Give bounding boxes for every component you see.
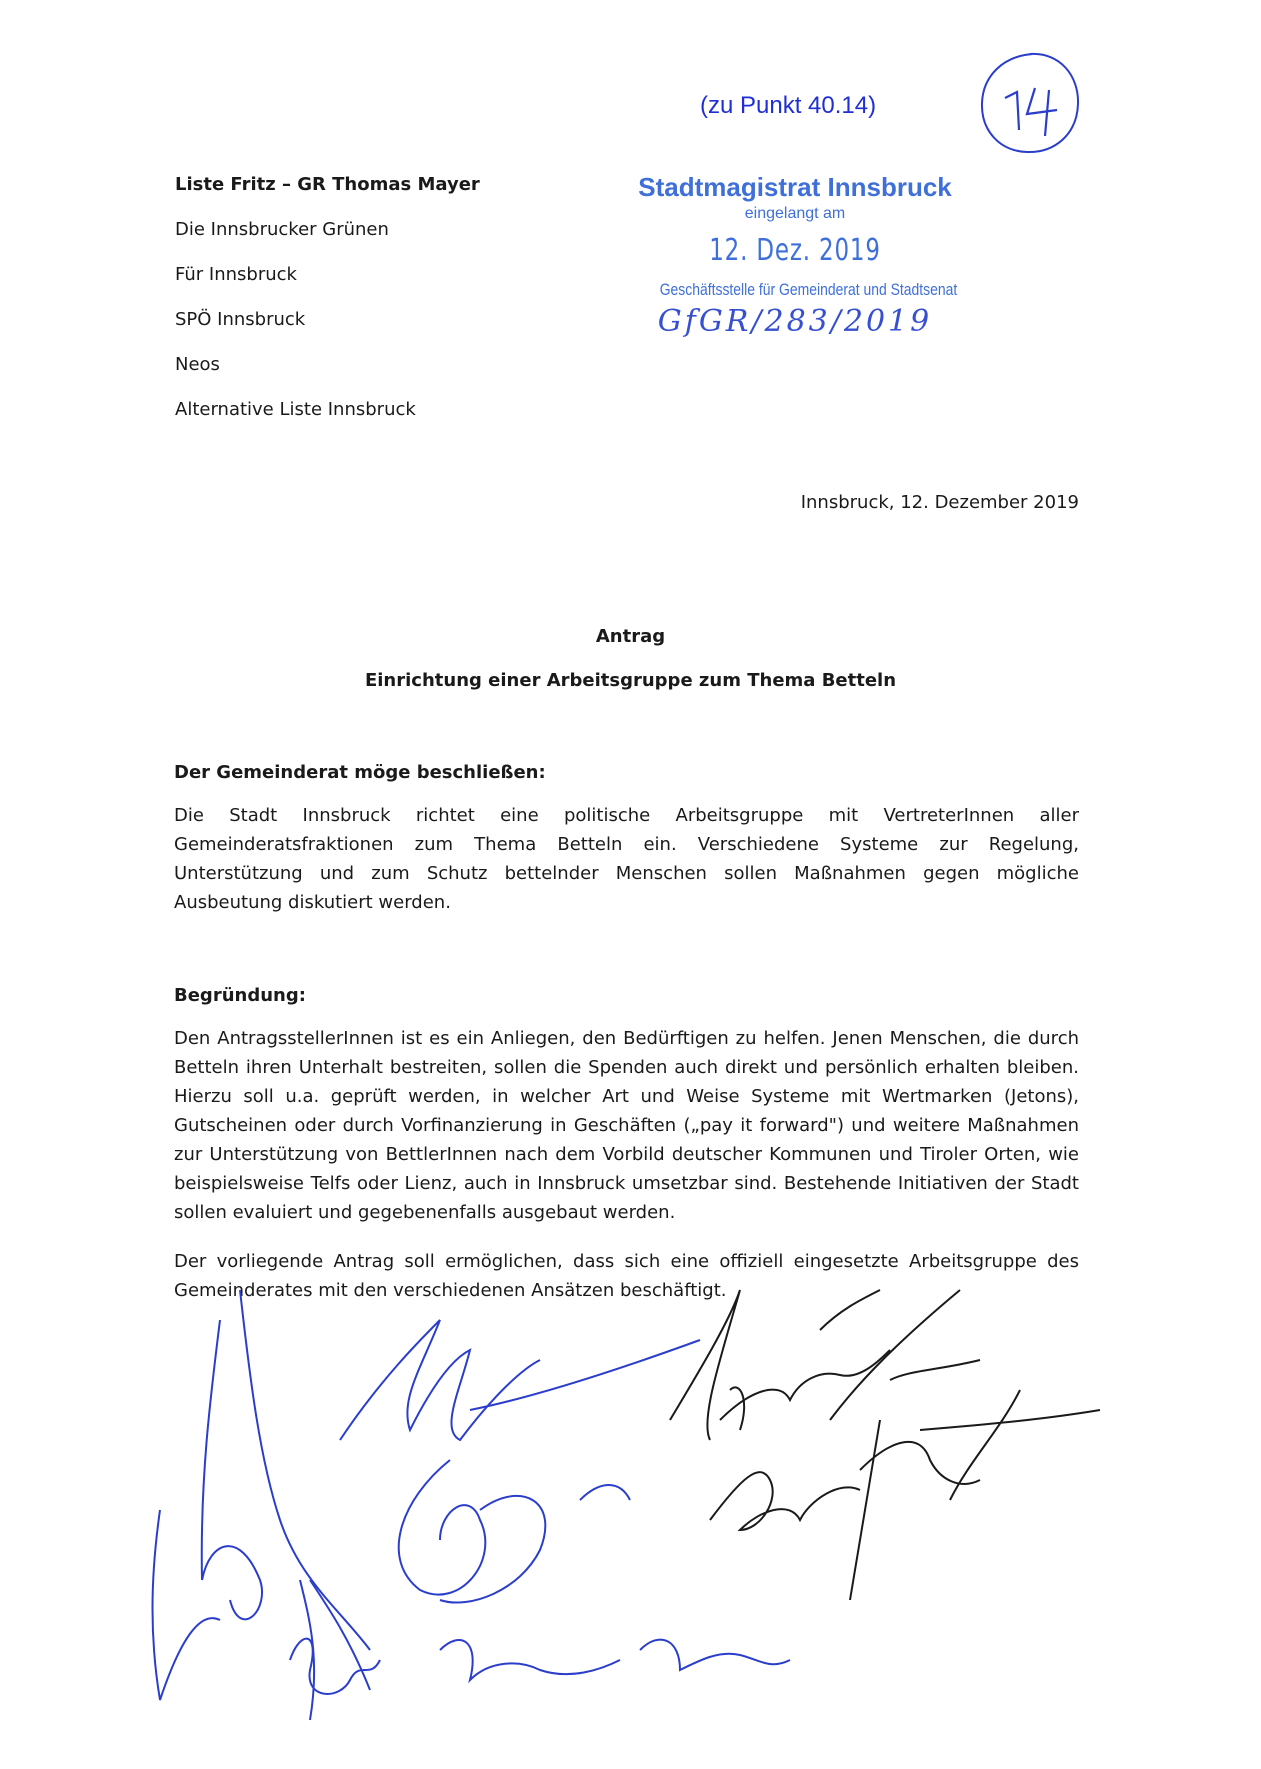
sender-line: Neos <box>175 354 220 375</box>
justification-section <box>174 985 1079 1325</box>
stamp-date: 12. Dez. 2019 <box>709 233 881 268</box>
justification-heading: Begründung: <box>174 985 306 1006</box>
sender-line: SPÖ Innsbruck <box>175 309 306 330</box>
stamp-received-label: eingelangt am <box>744 205 846 222</box>
sender-list <box>175 174 480 444</box>
sender-line: Die Innsbrucker Grünen <box>175 219 389 240</box>
resolution-text: Die Stadt Innsbruck richtet eine politische Arbeitsgruppe mit VertreterInnen aller Gemeinderatsfraktionen zum Thema Betteln ein. Verschiedene Systeme zur Regelung, Unterstützung und zum Schutz bettelnder Menschen sollen Maßnahmen gegen mögliche Ausbeutung diskutiert werden. <box>174 805 1079 913</box>
sender-line: Für Innsbruck <box>175 264 297 285</box>
justification-paragraph: Den AntragsstellerInnen ist es ein Anliegen, den Bedürftigen zu helfen. Jenen Menschen, die durch Betteln ihren Unterhalt bestreiten, sollen die Spenden auch direkt und persönlich erhalten bleiben. Hierzu soll u.a. geprüft werden, in welcher Art und Weise Systeme mit Wertmarken (Jetons), Gutscheinen oder durch Vorfinanzierung in Geschäften („pay it forward") und weitere Maßnahmen zur Unterstützung von BettlerInnen nach dem Vorbild deutscher Kommunen und Tiroler Orten, wie beispielsweise Telfs oder Lienz, auch in Innsbruck umsetzbar sind. Bestehende Initiativen der Stadt sollen evaluiert und gegebenenfalls ausgebaut werden. <box>174 1028 1079 1223</box>
stamp-file-number: GfGR/283/2019 <box>657 304 933 339</box>
agenda-reference: (zu Punkt 40.14) <box>700 92 877 119</box>
sender-line: Alternative Liste Innsbruck <box>175 399 416 420</box>
handwritten-page-number-icon <box>975 48 1085 158</box>
receipt-stamp <box>630 172 960 339</box>
justification-paragraph: Der vorliegende Antrag soll ermöglichen, dass sich eine offiziell eingesetzte Arbeitsgruppe des Gemeinderates mit den verschiedenen Ansätzen beschäftigt. <box>174 1251 1079 1301</box>
stamp-organization: Stadtmagistrat Innsbruck <box>638 172 952 202</box>
stamp-office: Geschäftsstelle für Gemeinderat und Stadtsenat <box>659 280 958 299</box>
place-and-date: Innsbruck, 12. Dezember 2019 <box>800 492 1079 513</box>
resolution-section <box>174 762 1079 937</box>
signatures-icon <box>140 1280 1120 1740</box>
sender-line: Liste Fritz – GR Thomas Mayer <box>175 174 480 195</box>
document-title: Antrag <box>595 626 666 647</box>
document-subtitle: Einrichtung einer Arbeitsgruppe zum Thema Betteln <box>364 670 897 691</box>
resolution-heading: Der Gemeinderat möge beschließen: <box>174 762 546 783</box>
